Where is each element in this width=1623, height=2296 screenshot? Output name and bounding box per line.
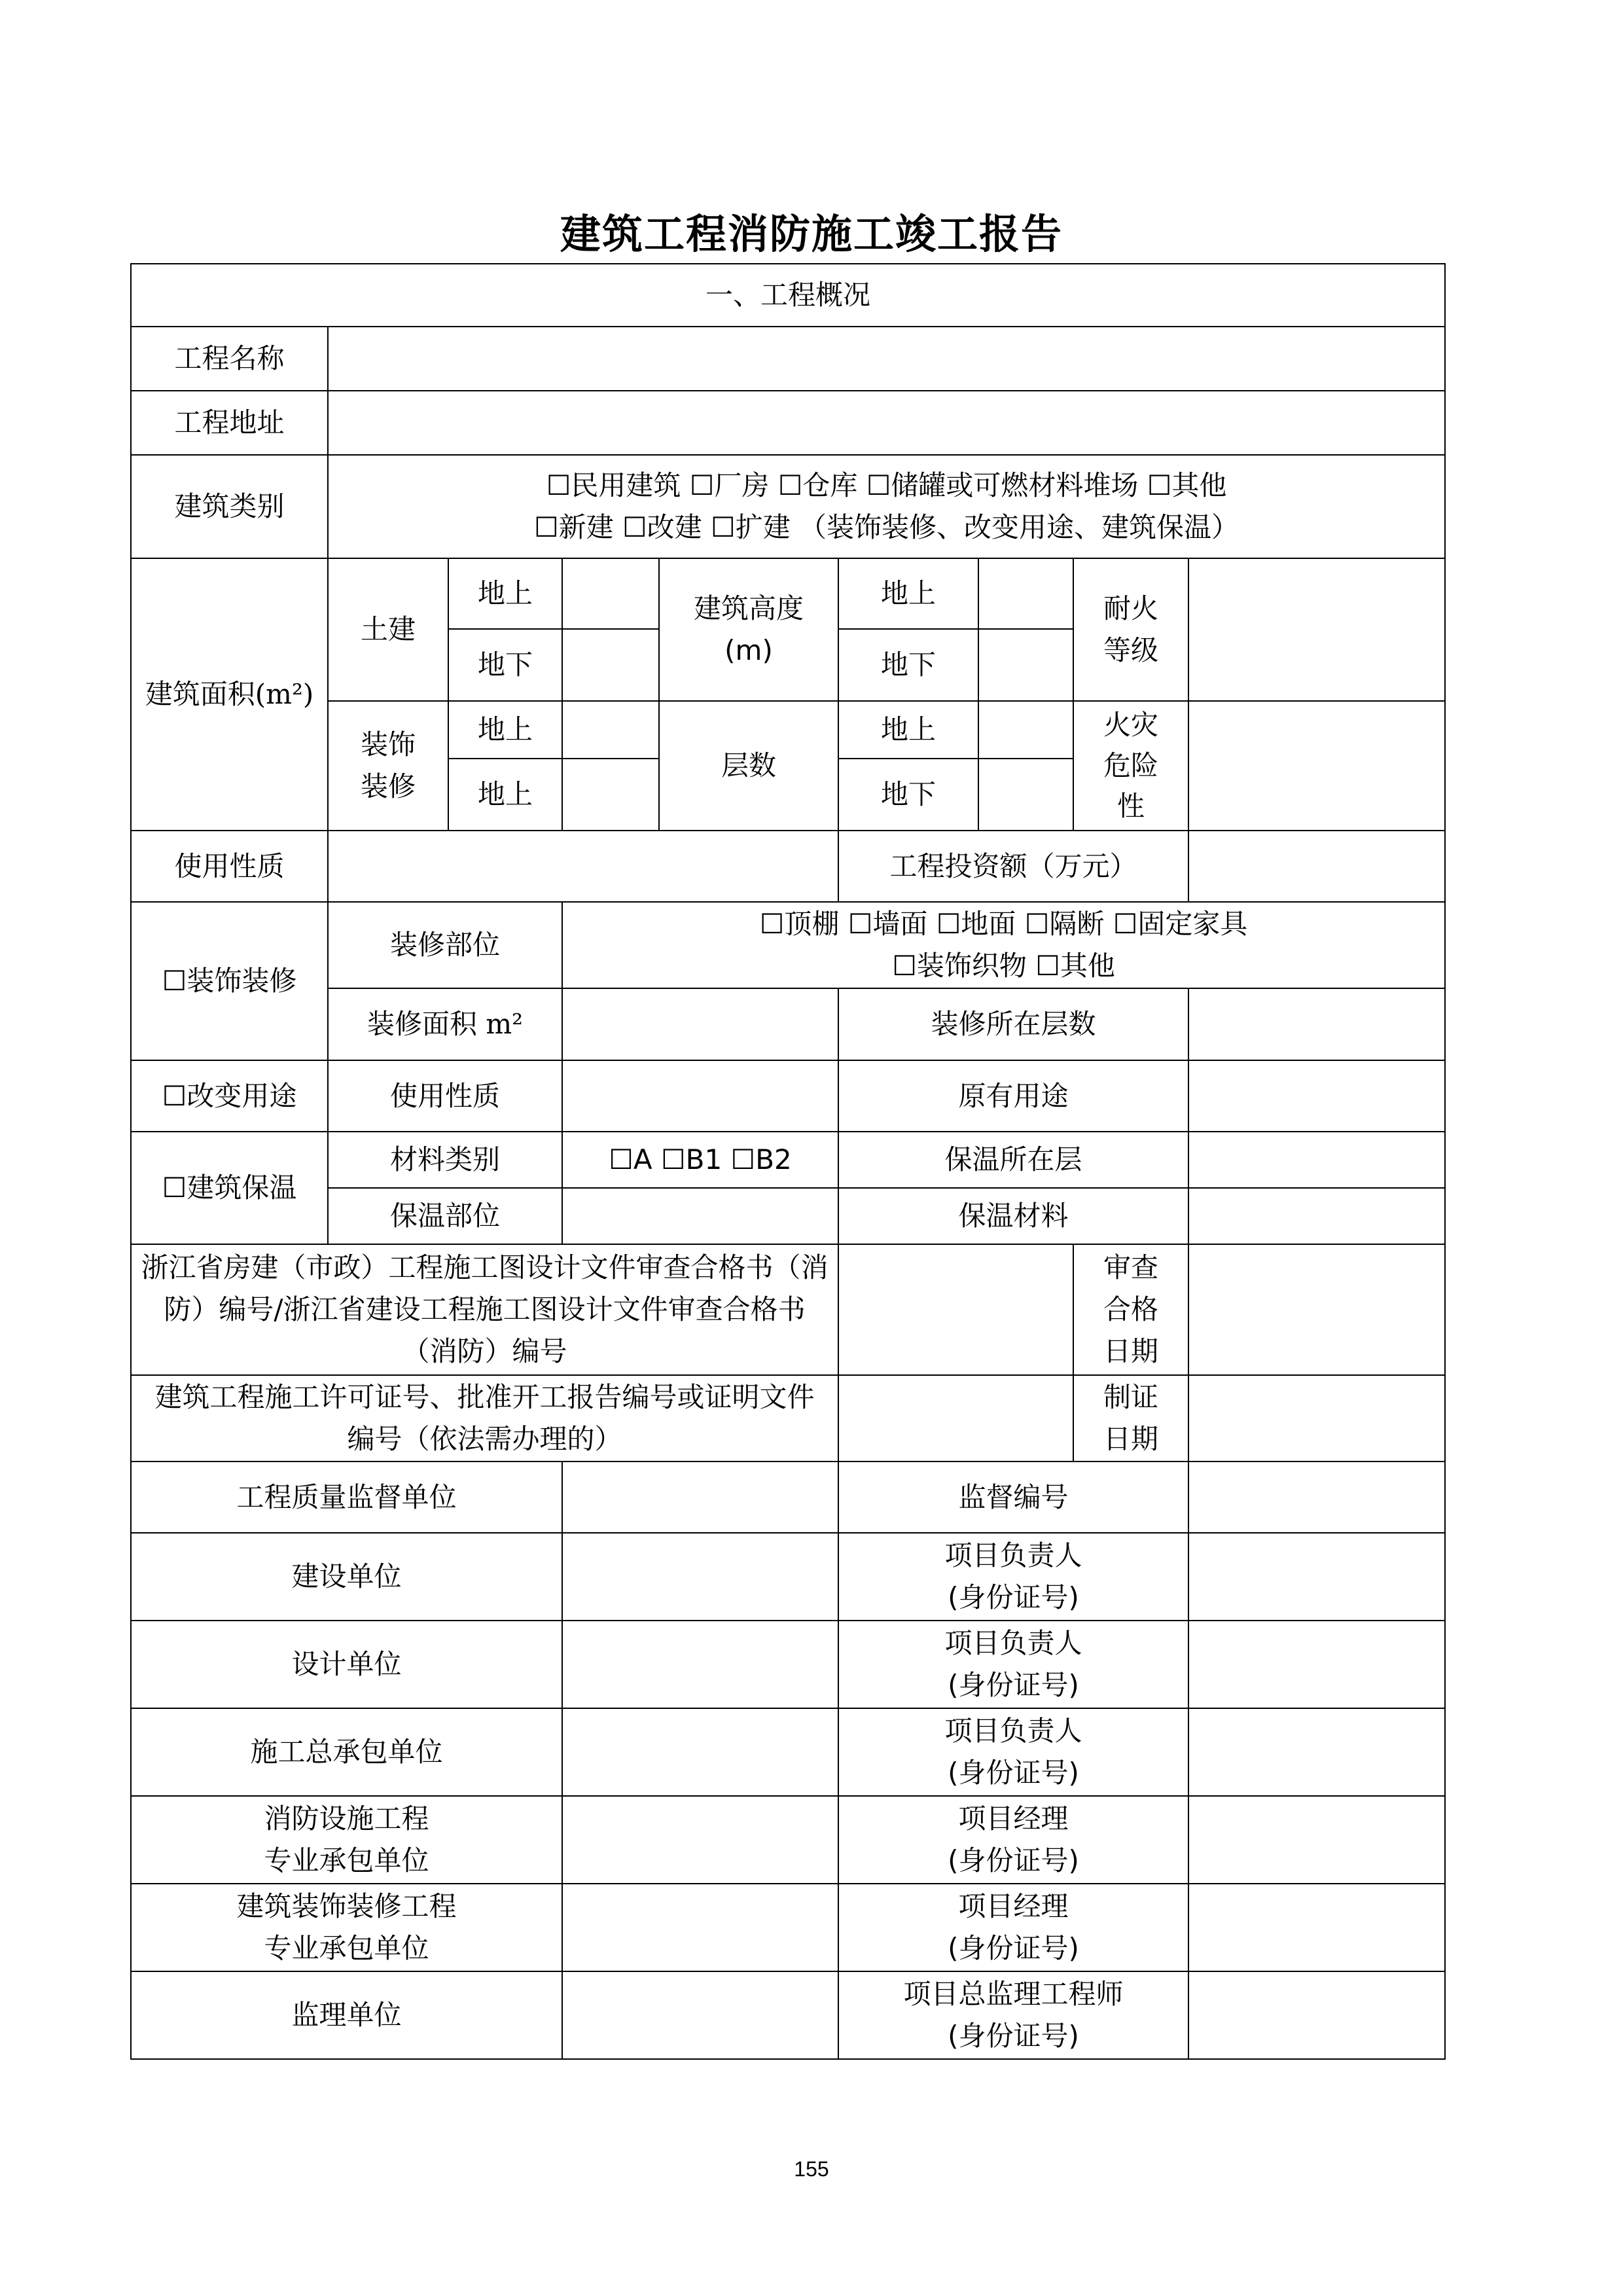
fire-hazard-line3: 性 — [1116, 790, 1145, 822]
unit-person-construction-line1: 项目负责人 — [944, 1539, 1082, 1571]
building-type-line2[interactable]: ☐新建 ☐改建 ☐扩建 （装饰装修、改变用途、建筑保温） — [534, 511, 1240, 543]
unit-person-construction-line2: (身份证号) — [948, 1581, 1079, 1613]
unit-label-construction — [131, 1533, 562, 1621]
building-height-label-line1: 建筑高度 — [693, 592, 804, 624]
unit-field-design[interactable] — [562, 1621, 838, 1708]
building-height-unit: (m) — [724, 634, 773, 666]
supervision-unit-label: 工程质量监督单位 — [131, 1462, 562, 1533]
civil-label: 土建 — [328, 558, 448, 701]
fire-hazard-field[interactable] — [1188, 701, 1445, 831]
height-above-label: 地上 — [838, 558, 978, 629]
unit-label-fire-facilities-line2: 专业承包单位 — [264, 1844, 429, 1876]
decoration-area-field[interactable] — [562, 988, 838, 1060]
supervision-number-label: 监督编号 — [838, 1462, 1188, 1533]
insulation-part-label: 保温部位 — [328, 1188, 562, 1244]
unit-person-label-fire-facilities — [838, 1796, 1188, 1884]
unit-field-general-contractor[interactable] — [562, 1708, 838, 1796]
unit-person-field-general-contractor[interactable] — [1188, 1708, 1445, 1796]
fire-hazard-label — [1073, 701, 1188, 831]
change-use-nature-field[interactable] — [562, 1060, 838, 1132]
building-type-label: 建筑类别 — [131, 455, 328, 558]
insulation-material-options[interactable]: ☐A ☐B1 ☐B2 — [562, 1132, 838, 1188]
height-below-label: 地下 — [838, 629, 978, 701]
unit-person-design-line1: 项目负责人 — [944, 1627, 1082, 1659]
decoration-area-m2-label: 装修面积 m² — [328, 988, 562, 1060]
unit-person-general-contractor-line2: (身份证号) — [948, 1757, 1079, 1789]
fire-rating-line1: 耐火 — [1103, 592, 1158, 624]
decoration-area-line1: 装饰 — [360, 728, 416, 761]
change-use-checkbox-label[interactable]: ☐改变用途 — [131, 1060, 328, 1132]
review-certificate-line1: 浙江省房建（市政）工程施工图设计文件审查合格书（消 — [141, 1251, 829, 1283]
building-type-options[interactable] — [328, 455, 1445, 558]
height-above-field[interactable] — [978, 558, 1073, 629]
permit-date-label — [1073, 1375, 1188, 1462]
fire-rating-label — [1073, 558, 1188, 701]
unit-person-label-supervisor — [838, 1971, 1188, 2059]
unit-label-general-contractor — [131, 1708, 562, 1796]
unit-label-decoration — [131, 1884, 562, 1971]
fire-hazard-line2: 危险 — [1103, 749, 1158, 781]
unit-label-construction-line1: 建设单位 — [291, 1560, 402, 1592]
unit-person-label-general-contractor — [838, 1708, 1188, 1796]
unit-person-supervisor-line2: (身份证号) — [948, 2020, 1079, 2052]
unit-label-design-line1: 设计单位 — [291, 1648, 402, 1680]
project-name-label: 工程名称 — [131, 327, 328, 391]
building-height-label — [659, 558, 838, 701]
unit-label-decoration-line1: 建筑装饰装修工程 — [236, 1890, 457, 1922]
insulation-checkbox-label[interactable]: ☐建筑保温 — [131, 1132, 328, 1244]
original-use-field[interactable] — [1188, 1060, 1445, 1132]
decoration-area-label — [328, 701, 448, 831]
permit-date-line2: 日期 — [1103, 1423, 1158, 1455]
unit-person-decoration-line1: 项目经理 — [958, 1890, 1069, 1922]
unit-person-field-design[interactable] — [1188, 1621, 1445, 1708]
permit-line2: 编号（依法需办理的） — [347, 1423, 622, 1455]
unit-label-design — [131, 1621, 562, 1708]
fire-hazard-line1: 火灾 — [1103, 709, 1158, 741]
original-use-label: 原有用途 — [838, 1060, 1188, 1132]
decoration-checkbox-label[interactable]: ☐装饰装修 — [131, 902, 328, 1060]
unit-label-fire-facilities-line1: 消防设施工程 — [264, 1803, 429, 1835]
use-nature-field[interactable] — [328, 831, 838, 902]
insulation-material-type-label: 材料类别 — [328, 1132, 562, 1188]
unit-person-label-design — [838, 1621, 1188, 1708]
civil-below-label: 地下 — [448, 629, 562, 701]
unit-person-fire-facilities-line1: 项目经理 — [958, 1803, 1069, 1835]
review-date-field[interactable] — [1188, 1244, 1445, 1375]
deco-above-label: 地上 — [448, 701, 562, 759]
review-certificate-line2: 防）编号/浙江省建设工程施工图设计文件审查合格书 — [164, 1293, 806, 1325]
unit-person-label-construction — [838, 1533, 1188, 1621]
decoration-floor-field[interactable] — [1188, 988, 1445, 1060]
insulation-floor-field[interactable] — [1188, 1132, 1445, 1188]
decoration-part-line1[interactable]: ☐顶棚 ☐墙面 ☐地面 ☐隔断 ☐固定家具 — [759, 908, 1248, 940]
review-certificate-line3: （消防）编号 — [402, 1335, 567, 1367]
decoration-area-line2: 装修 — [360, 770, 416, 802]
review-date-label — [1073, 1244, 1188, 1375]
permit-label — [131, 1375, 838, 1462]
insulation-part-field[interactable] — [562, 1188, 838, 1244]
unit-person-fire-facilities-line2: (身份证号) — [948, 1844, 1079, 1876]
unit-person-design-line2: (身份证号) — [948, 1669, 1079, 1701]
review-date-line2: 合格 — [1103, 1293, 1158, 1325]
supervision-unit-field[interactable] — [562, 1462, 838, 1533]
unit-field-construction[interactable] — [562, 1533, 838, 1621]
unit-person-field-supervisor[interactable] — [1188, 1971, 1445, 2059]
decoration-part-options[interactable] — [562, 902, 1445, 988]
use-nature-label: 使用性质 — [131, 831, 328, 902]
unit-label-supervisor-line1: 监理单位 — [291, 1999, 402, 2031]
deco-second-label: 地上 — [448, 759, 562, 831]
decoration-part-line2[interactable]: ☐装饰织物 ☐其他 — [892, 950, 1115, 982]
building-area-label: 建筑面积(m²) — [131, 558, 328, 831]
insulation-floor-label: 保温所在层 — [838, 1132, 1188, 1188]
fire-rating-field[interactable] — [1188, 558, 1445, 701]
project-address-field[interactable] — [328, 391, 1445, 455]
unit-field-supervisor[interactable] — [562, 1971, 838, 2059]
permit-date-field[interactable] — [1188, 1375, 1445, 1462]
fire-rating-line2: 等级 — [1103, 634, 1158, 666]
deco-above-field[interactable] — [562, 701, 659, 759]
review-date-line3: 日期 — [1103, 1335, 1158, 1367]
unit-person-decoration-line2: (身份证号) — [948, 1932, 1079, 1964]
project-address-label: 工程地址 — [131, 391, 328, 455]
change-use-nature-label: 使用性质 — [328, 1060, 562, 1132]
page-number: 155 — [794, 2157, 829, 2181]
unit-label-fire-facilities — [131, 1796, 562, 1884]
page-title: 建筑工程消防施工竣工报告 — [560, 210, 1063, 258]
unit-person-field-decoration[interactable] — [1188, 1884, 1445, 1971]
civil-above-label: 地上 — [448, 558, 562, 629]
insulation-material-field[interactable] — [1188, 1188, 1445, 1244]
unit-person-field-fire-facilities[interactable] — [1188, 1796, 1445, 1884]
unit-label-decoration-line2: 专业承包单位 — [264, 1932, 429, 1964]
decoration-part-label: 装修部位 — [328, 902, 562, 988]
floors-below-field[interactable] — [978, 759, 1073, 831]
height-below-field[interactable] — [978, 629, 1073, 701]
unit-person-label-decoration — [838, 1884, 1188, 1971]
permit-date-line1: 制证 — [1103, 1381, 1158, 1413]
permit-line1: 建筑工程施工许可证号、批准开工报告编号或证明文件 — [154, 1381, 815, 1413]
unit-field-decoration[interactable] — [562, 1884, 838, 1971]
investment-label: 工程投资额（万元） — [838, 831, 1188, 902]
unit-label-supervisor — [131, 1971, 562, 2059]
supervision-number-field[interactable] — [1188, 1462, 1445, 1533]
review-date-line1: 审查 — [1103, 1251, 1158, 1283]
unit-person-field-construction[interactable] — [1188, 1533, 1445, 1621]
civil-above-field[interactable] — [562, 558, 659, 629]
unit-label-general-contractor-line1: 施工总承包单位 — [250, 1736, 443, 1768]
decoration-floor-label: 装修所在层数 — [838, 988, 1188, 1060]
civil-below-field[interactable] — [562, 629, 659, 701]
building-type-line1[interactable]: ☐民用建筑 ☐厂房 ☐仓库 ☐储罐或可燃材料堆场 ☐其他 — [546, 469, 1227, 501]
permit-field[interactable] — [838, 1375, 1073, 1462]
floors-label: 层数 — [659, 701, 838, 831]
project-name-field[interactable] — [328, 327, 1445, 391]
unit-person-supervisor-line1: 项目总监理工程师 — [903, 1978, 1124, 2010]
section-heading: 一、工程概况 — [131, 264, 1445, 327]
report-table — [130, 263, 1446, 2060]
investment-field[interactable] — [1188, 831, 1445, 902]
unit-field-fire-facilities[interactable] — [562, 1796, 838, 1884]
insulation-material-label: 保温材料 — [838, 1188, 1188, 1244]
unit-person-general-contractor-line1: 项目负责人 — [944, 1715, 1082, 1747]
floors-above-label: 地上 — [838, 701, 978, 759]
deco-second-field[interactable] — [562, 759, 659, 831]
review-certificate-label — [131, 1244, 838, 1375]
review-certificate-field[interactable] — [838, 1244, 1073, 1375]
floors-above-field[interactable] — [978, 701, 1073, 759]
floors-below-label: 地下 — [838, 759, 978, 831]
